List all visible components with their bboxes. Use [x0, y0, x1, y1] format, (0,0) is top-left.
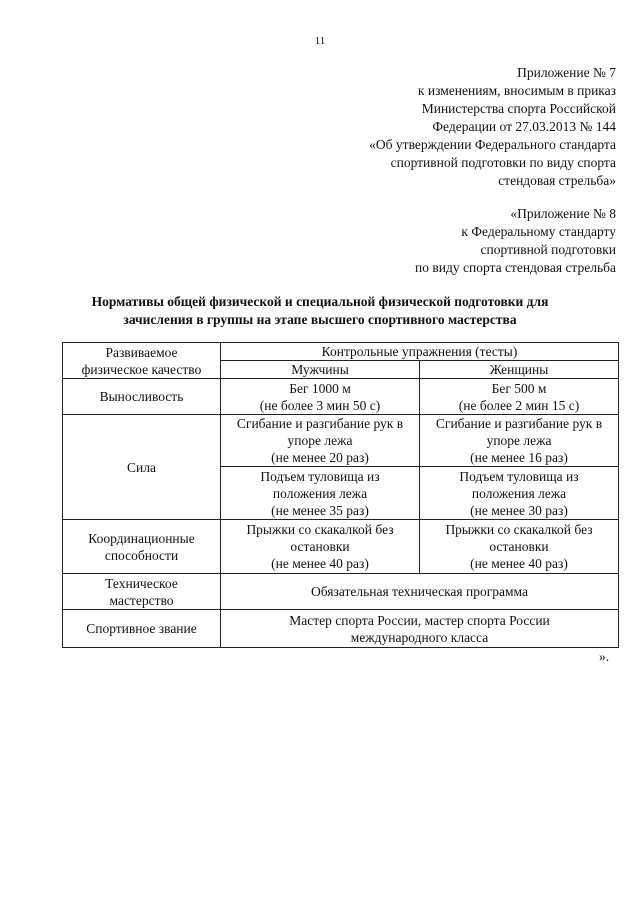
quality-label: Выносливость [63, 379, 221, 415]
header-women-cell: Женщины [420, 361, 619, 379]
men-norm-cell [221, 520, 420, 574]
women-norm-cell [420, 415, 619, 520]
norm-line: (не менее 20 раз) [271, 450, 369, 465]
norm-merged-cell [221, 610, 619, 648]
header-tests-cell: Контрольные упражнения (тесты) [221, 343, 619, 361]
document-title [40, 293, 600, 329]
page-number: 11 [314, 35, 326, 47]
quality-label: Спортивное звание [63, 610, 221, 648]
header-quality-line: Развиваемое [105, 344, 178, 360]
norm-line: Бег 500 м [491, 380, 547, 396]
norm-line: Прыжки со скакалкой без [445, 522, 593, 537]
men-norm-cell [221, 415, 420, 520]
annex-7-line: «Об утверждении Федерального стандарта [369, 137, 616, 152]
annex-7-line: Министерства спорта Российской [421, 101, 616, 116]
norm-line: Бег 1000 м [289, 380, 351, 396]
quality-label-line: мастерство [109, 592, 174, 608]
norm-block [420, 466, 618, 519]
annex-7-line: Федерации от 27.03.2013 № 144 [432, 119, 616, 134]
table-row [63, 610, 619, 648]
annex-7-heading [369, 64, 616, 190]
men-norm-cell [221, 379, 420, 415]
norm-line: Мастер спорта России, мастер спорта России [289, 612, 550, 628]
norm-line: положения лежа [272, 486, 368, 501]
norm-line: упоре лежа [287, 433, 353, 448]
annex-8-line: спортивной подготовки [480, 242, 616, 257]
norm-block [221, 466, 419, 519]
norm-line: (не менее 40 раз) [470, 556, 568, 571]
annex-7-line: к изменениям, вносимым в приказ [417, 83, 616, 98]
quality-label [63, 520, 221, 574]
norm-line: (не более 2 мин 15 с) [458, 397, 580, 413]
quality-label-line: Техническое [105, 575, 178, 591]
norm-line: Подъем туловища из [260, 469, 380, 484]
norms-table [62, 342, 619, 648]
quality-label: Сила [63, 415, 221, 520]
annex-7-line: Приложение № 7 [517, 65, 616, 80]
norm-line: (не менее 30 раз) [470, 503, 568, 518]
annex-7-line: спортивной подготовки по виду спорта [390, 155, 616, 170]
norm-merged-cell: Обязательная техническая программа [221, 574, 619, 610]
norm-line: остановки [489, 539, 549, 554]
norm-line: (не менее 16 раз) [470, 450, 568, 465]
norm-line: упоре лежа [486, 433, 552, 448]
quality-label [63, 574, 221, 610]
header-quality-line: физическое качество [81, 361, 202, 377]
table-row [63, 379, 619, 415]
annex-8-line: к Федеральному стандарту [461, 224, 616, 239]
norm-block [420, 415, 618, 466]
title-line: зачисления в группы на этапе высшего спортивного мастерства [123, 312, 517, 327]
annex-8-heading [415, 205, 616, 277]
norm-line: Подъем туловища из [459, 469, 579, 484]
header-men-cell: Мужчины [221, 361, 420, 379]
annex-8-line: «Приложение № 8 [510, 206, 616, 221]
women-norm-cell [420, 379, 619, 415]
table-header-row [63, 343, 619, 361]
norm-block [221, 415, 419, 466]
title-line: Нормативы общей физической и специальной физической подготовки для [91, 294, 549, 309]
table-row [63, 574, 619, 610]
table-row [63, 415, 619, 520]
quality-label-line: Координационные [88, 530, 195, 546]
header-quality-cell [63, 343, 221, 379]
norm-line: остановки [290, 539, 350, 554]
annex-8-line: по виду спорта стендовая стрельба [415, 260, 616, 275]
norm-line: Сгибание и разгибание рук в [435, 416, 603, 431]
norm-line: положения лежа [471, 486, 567, 501]
norm-line: (не более 3 мин 50 с) [259, 397, 381, 413]
norm-line: (не менее 40 раз) [271, 556, 369, 571]
norm-line: (не менее 35 раз) [271, 503, 369, 518]
norm-line: международного класса [350, 629, 489, 645]
closing-quote-mark: ». [599, 649, 610, 664]
table-row [63, 520, 619, 574]
norm-line: Сгибание и разгибание рук в [236, 416, 404, 431]
norm-line: Прыжки со скакалкой без [246, 522, 394, 537]
annex-7-line: стендовая стрельба» [498, 173, 616, 188]
women-norm-cell [420, 520, 619, 574]
quality-label-line: способности [104, 547, 179, 563]
